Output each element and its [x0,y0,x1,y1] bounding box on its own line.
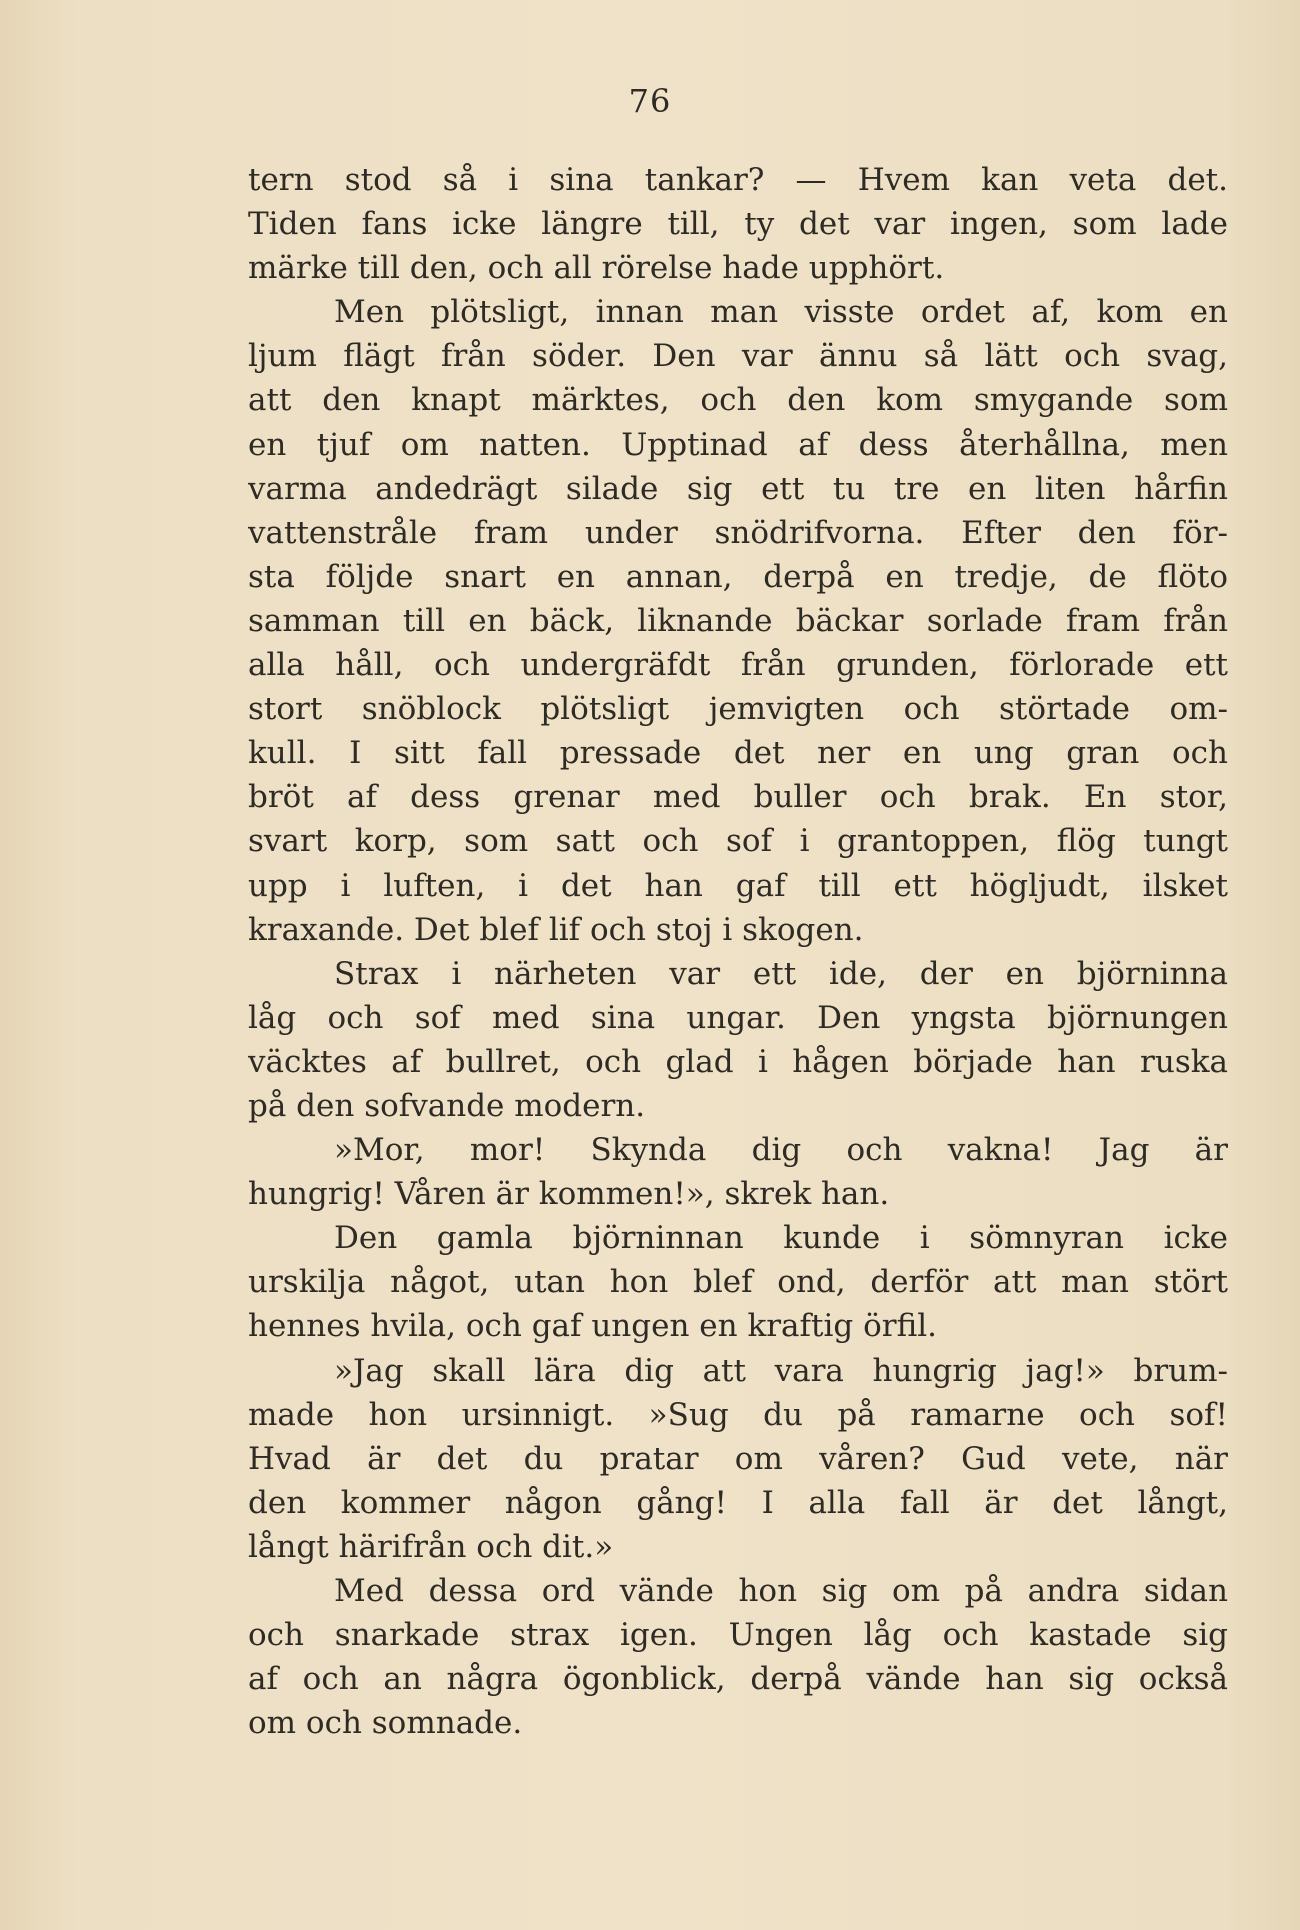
text-line: upp i luften, i det han gaf till ett högljudt, ilsket [248,867,1228,904]
text-line: samman till en bäck, liknande bäckar sorlade fram från [248,602,1228,639]
text-line: om och somnade. [248,1705,523,1742]
text-line: en tjuf om natten. Upptinad af dess återhållna, men [248,426,1228,463]
text-line: väcktes af bullret, och glad i hågen började han ruska [248,1043,1228,1080]
text-line: kull. I sitt fall pressade det ner en ung gran och [248,735,1228,772]
text-line: på den sofvande modern. [248,1087,646,1124]
text-line: den kommer någon gång! I alla fall är det långt, [248,1484,1228,1521]
text-line: Strax i närheten var ett ide, der en björninna [334,955,1228,992]
text-line: made hon ursinnigt. »Sug du på ramarne och sof! [248,1396,1228,1433]
text-line: »Jag skall lära dig att vara hungrig jag!» brum- [334,1352,1228,1389]
text-line: varma andedrägt silade sig ett tu tre en liten hårfin [248,470,1228,507]
text-line: låg och sof med sina ungar. Den yngsta björnungen [248,999,1228,1036]
text-line: »Mor, mor! Skynda dig och vakna! Jag är [334,1132,1228,1169]
text-line: tern stod så i sina tankar? — Hvem kan veta det. [248,162,1228,198]
text-line: alla håll, och undergräfdt från grunden, förlorade ett [248,647,1228,684]
text-line: att den knapt märktes, och den kom smygande som [248,382,1228,419]
text-line: ljum flägt från söder. Den var ännu så lätt och svag, [248,338,1228,375]
text-line: vattenstråle fram under snödrifvorna. Efter den för- [248,514,1228,551]
text-line: hennes hvila, och gaf ungen en kraftig örfil. [248,1308,938,1345]
text-line: hungrig! Våren är kommen!», skrek han. [248,1176,890,1213]
text-line: urskilja något, utan hon blef ond, derför att man stört [248,1264,1228,1301]
text-line: Tiden fans icke längre till, ty det var ingen, som lade [248,206,1228,243]
text-line: svart korp, som satt och sof i grantoppen, flög tungt [248,823,1228,860]
text-line: stort snöblock plötsligt jemvigten och störtade om- [248,691,1228,728]
text-line: Den gamla björninnan kunde i sömnyran icke [334,1220,1228,1257]
text-line: Men plötsligt, innan man visste ordet af, kom en [334,294,1228,331]
text-line: Hvad är det du pratar om våren? Gud vete, när [248,1440,1228,1477]
text-line: Med dessa ord vände hon sig om på andra sidan [334,1573,1228,1609]
text-line: bröt af dess grenar med buller och brak. En stor, [248,779,1228,816]
text-line: af och an några ögonblick, derpå vände han sig också [248,1661,1228,1698]
text-line: långt härifrån och dit.» [248,1528,614,1565]
page-number: 76 [628,82,672,120]
text-line: märke till den, och all rörelse hade upphört. [248,250,945,287]
body-text [248,158,1228,1745]
text-line: sta följde snart en annan, derpå en tredje, de flöto [248,558,1228,595]
text-line: och snarkade strax igen. Ungen låg och kastade sig [248,1617,1228,1654]
text-line: kraxande. Det blef lif och stoj i skogen. [248,911,864,948]
